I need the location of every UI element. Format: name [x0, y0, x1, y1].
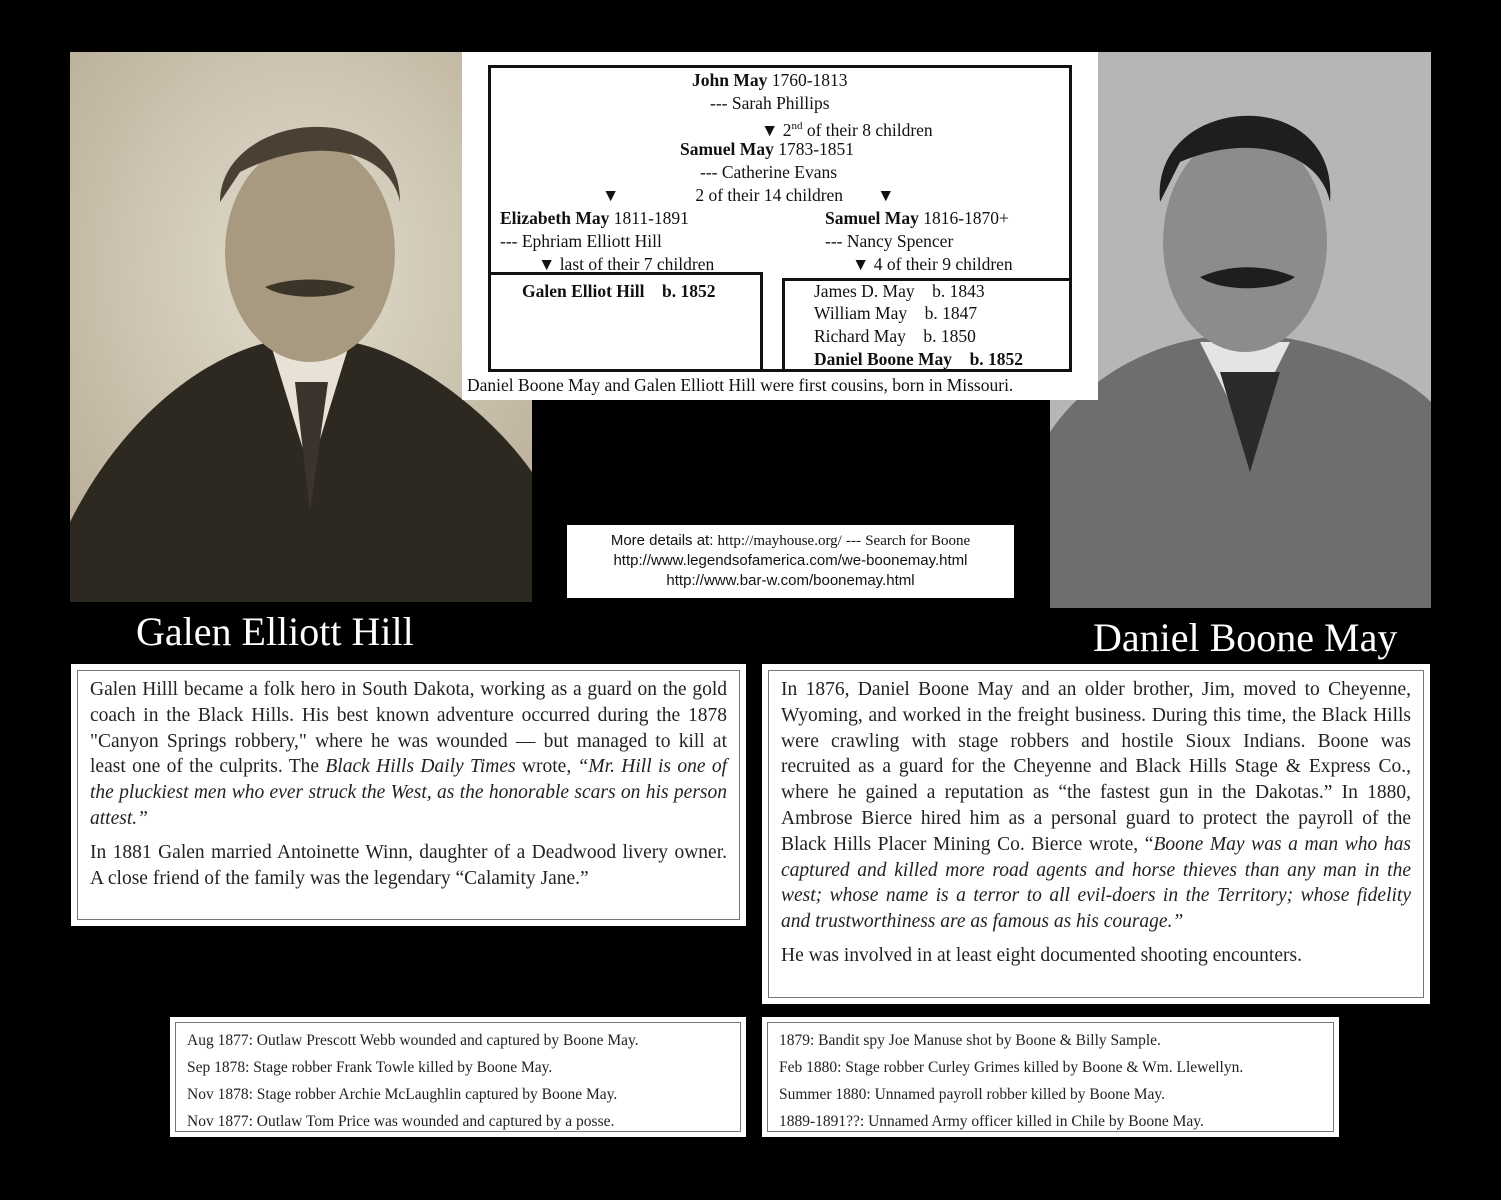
tree-elizabeth-children-note: ▼ last of their 7 children	[538, 254, 715, 274]
tree-divider-vertical-right	[782, 278, 785, 372]
bio-boone-paragraph-2: He was involved in at least eight documented shooting encounters.	[781, 944, 1302, 966]
tree-divider-vertical-left	[760, 272, 763, 372]
event-item: Aug 1877: Outlaw Prescott Webb wounded and captured by Boone May.	[187, 1032, 639, 1049]
link-mayhouse[interactable]: http://mayhouse.org/	[717, 533, 842, 549]
tree-child-richard: Richard May b. 1850	[814, 326, 976, 346]
caption-daniel-boone-may: Daniel Boone May	[1093, 615, 1398, 660]
tree-footnote: Daniel Boone May and Galen Elliott Hill were first cousins, born in Missouri.	[467, 375, 1014, 395]
events-left	[170, 1017, 746, 1137]
tree-samuel-may-jr: Samuel May 1816-1870+	[825, 208, 1009, 228]
tree-nancy-spencer: --- Nancy Spencer	[825, 231, 954, 251]
tree-sarah-phillips: --- Sarah Phillips	[710, 93, 830, 113]
tree-john-may: John May 1760-1813	[692, 70, 848, 90]
tree-child-daniel: Daniel Boone May b. 1852	[814, 349, 1024, 369]
tree-catherine-evans: --- Catherine Evans	[700, 162, 838, 182]
event-item: Nov 1878: Stage robber Archie McLaughlin captured by Boone May.	[187, 1086, 618, 1103]
bio-daniel-boone-may	[762, 664, 1430, 1004]
caption-galen-hill: Galen Elliott Hill	[136, 609, 414, 654]
bio-galen-hill	[71, 664, 746, 926]
tree-samuel-may-sr: Samuel May 1783-1851	[680, 139, 855, 159]
tree-galen-hill: Galen Elliot Hill b. 1852	[522, 281, 716, 301]
family-tree	[462, 52, 1098, 400]
event-item: Feb 1880: Stage robber Curley Grimes killed by Boone & Wm. Llewellyn.	[779, 1059, 1244, 1076]
tree-child-james: James D. May b. 1843	[814, 281, 985, 301]
link-legendsofamerica[interactable]: http://www.legendsofamerica.com/we-boonemay.html	[613, 552, 968, 569]
bio-galen-paragraph-1: Galen Hilll became a folk hero in South Dakota, working as a guard on the gold coach in the Black Hills. His best known adventure occurred during the 1878 "Canyon Springs robbery," where he was wounded — but managed to kill at least one of the culprits. The Black Hills Daily Times wrote, “Mr. Hill is one of the pluckiest men who ever struck the West, as the honorable scars on his person attest.”	[90, 679, 727, 829]
portrait-daniel-boone-may	[1050, 52, 1431, 608]
bio-galen-paragraph-2: In 1881 Galen married Antoinette Winn, daughter of a Deadwood livery owner. A close friend of the family was the legendary “Calamity Jane.”	[90, 841, 727, 889]
event-item: Sep 1878: Stage robber Frank Towle killed by Boone May.	[187, 1059, 553, 1076]
more-details-box	[567, 525, 1014, 598]
event-item: 1879: Bandit spy Joe Manuse shot by Boone & Billy Sample.	[779, 1032, 1161, 1049]
event-item: Nov 1877: Outlaw Tom Price was wounded and captured by a posse.	[187, 1113, 615, 1130]
tree-samuel-children-note: ▼ 2 of their 14 children ▼	[602, 185, 895, 205]
link-bar-w[interactable]: http://www.bar-w.com/boonemay.html	[666, 572, 915, 589]
bio-boone-paragraph-1: In 1876, Daniel Boone May and an older brother, Jim, moved to Cheyenne, Wyoming, and worked in the freight business. During this time, the Black Hills were crawling with stage robbers and hostile Sioux Indians. Boone was recruited as a guard for the Cheyenne and Black Hills Stage & Express Co., where he gained a reputation as “the fastest gun in the Dakotas.” In 1880, Ambrose Bierce hired him as a personal guard to protect the payroll of the Black Hills Placer Mining Co. Bierce wrote, “Boone May was a man who has captured and killed more road agents and horse thieves than any man in the west; whose name is a terror to all evil-doers in the Territory; whose fidelity and trustworthiness are as famous as his courage.”	[781, 679, 1411, 933]
tree-child-william: William May b. 1847	[814, 303, 978, 323]
tree-elizabeth-may: Elizabeth May 1811-1891	[500, 208, 689, 228]
tree-john-children-note: ▼ 2nd of their 8 children	[761, 119, 933, 140]
event-item: Summer 1880: Unnamed payroll robber killed by Boone May.	[779, 1086, 1165, 1103]
events-right	[762, 1017, 1339, 1137]
tree-ephriam-hill: --- Ephriam Elliott Hill	[500, 231, 662, 251]
tree-samuel-jr-children-note: ▼ 4 of their 9 children	[852, 254, 1013, 274]
links-line-1: More details at: http://mayhouse.org/ --- Search for Boone	[610, 532, 971, 549]
event-item: 1889-1891??: Unnamed Army officer killed in Chile by Boone May.	[779, 1113, 1204, 1130]
